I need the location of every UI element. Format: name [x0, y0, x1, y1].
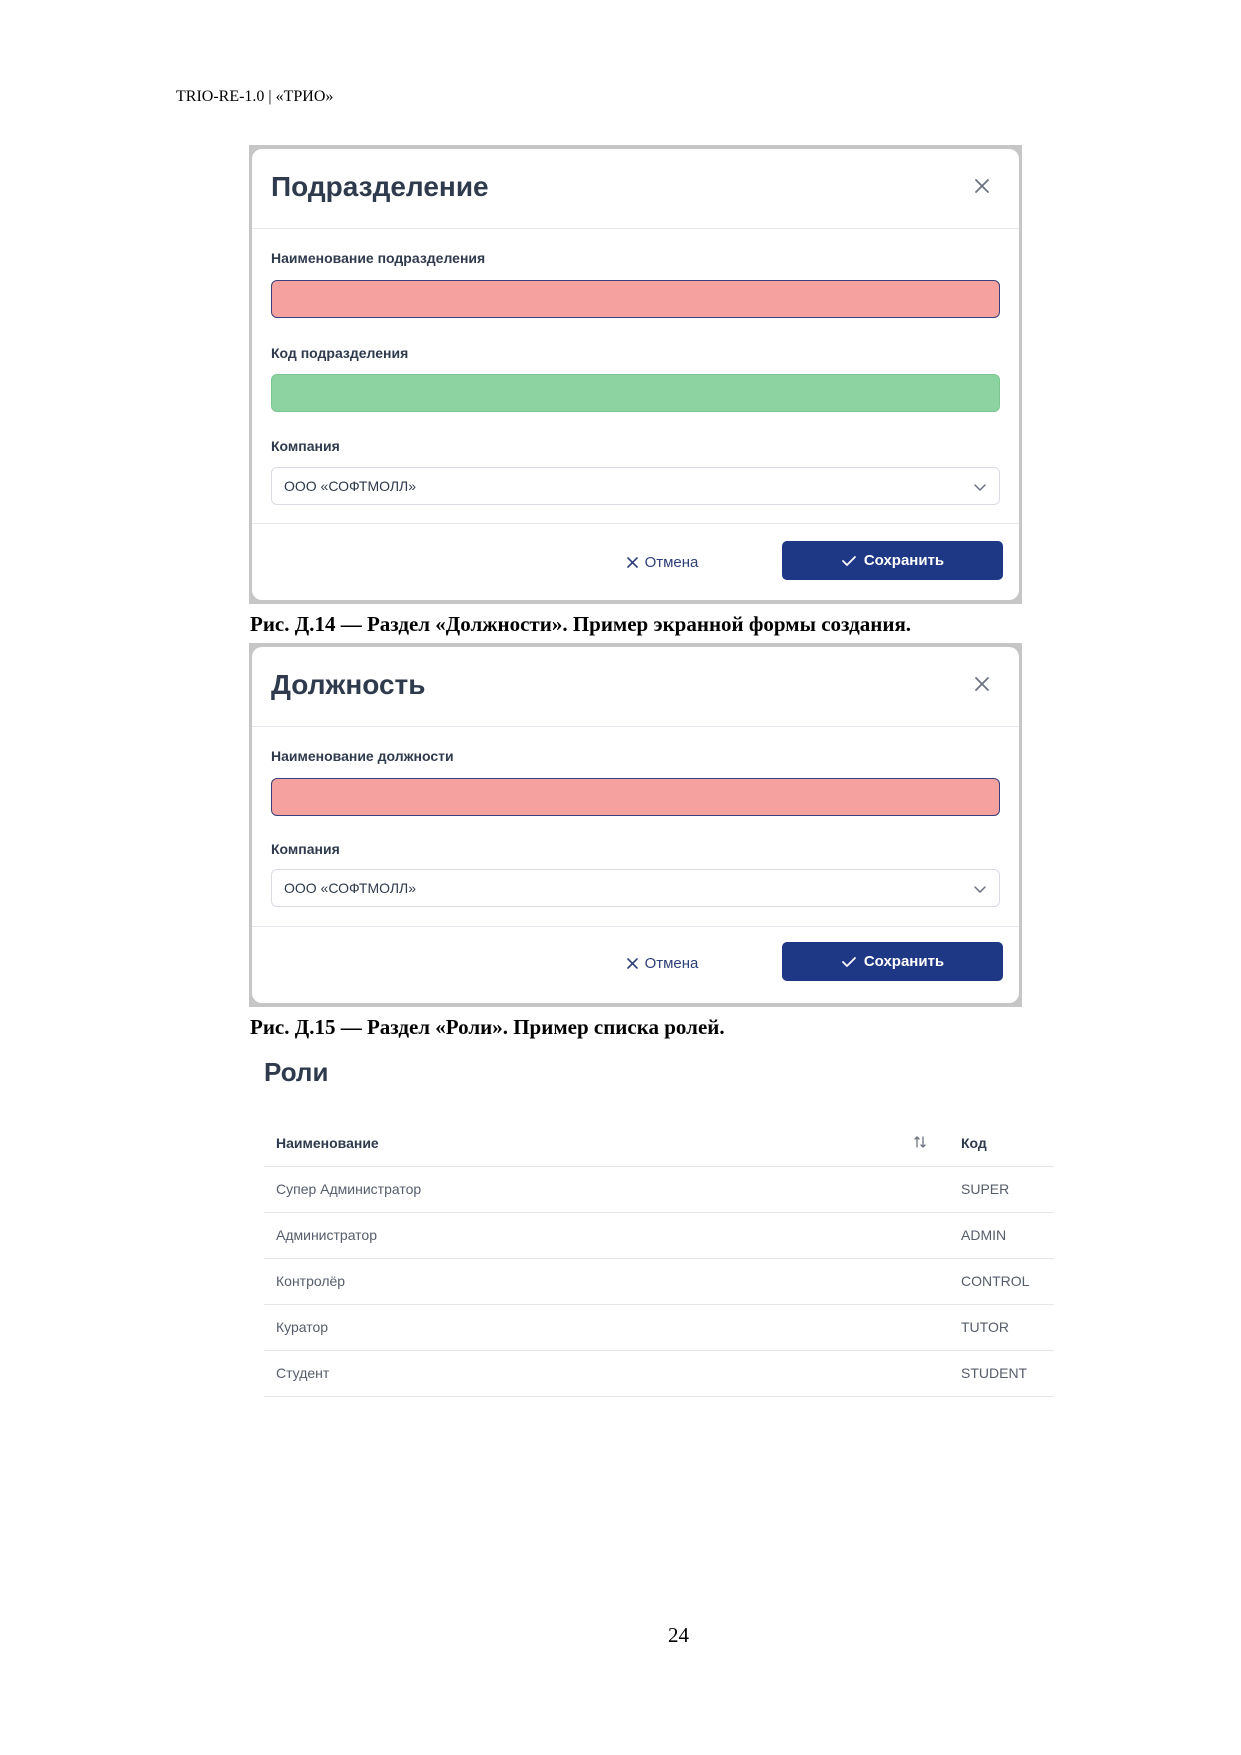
table-row[interactable] — [264, 1259, 1054, 1305]
divider — [252, 926, 1019, 927]
role-code: STUDENT — [961, 1365, 1028, 1381]
figure-caption: Рис. Д.15 — Раздел «Роли». Пример списка ролей. — [250, 1015, 725, 1039]
cancel-label: Отмена — [644, 553, 699, 571]
role-name: Контролёр — [276, 1273, 346, 1289]
save-button[interactable] — [782, 942, 1003, 981]
company-select-value: ООО «СОФТМОЛЛ» — [284, 478, 417, 494]
table-row[interactable] — [264, 1213, 1054, 1259]
table-header-row — [264, 1121, 1054, 1167]
close-icon[interactable] — [971, 673, 993, 695]
check-icon — [841, 955, 857, 969]
save-label: Сохранить — [863, 953, 945, 970]
position-name-label: Наименование должности — [271, 748, 454, 764]
close-icon[interactable] — [971, 175, 993, 197]
role-name: Администратор — [276, 1227, 378, 1243]
column-header-code[interactable]: Код — [961, 1135, 987, 1151]
check-icon — [841, 554, 857, 568]
figure-caption: Рис. Д.14 — Раздел «Должности». Пример экранной формы создания. — [250, 612, 912, 636]
role-code: CONTROL — [961, 1273, 1030, 1289]
role-name: Куратор — [276, 1319, 329, 1335]
position-name-field[interactable] — [271, 778, 1000, 816]
department-dialog — [252, 149, 1019, 600]
company-select[interactable] — [271, 869, 1000, 907]
close-icon — [626, 556, 639, 569]
role-code: SUPER — [961, 1181, 1010, 1197]
save-label: Сохранить — [863, 552, 945, 569]
doc-header: TRIO-RE-1.0 | «ТРИО» — [176, 88, 334, 105]
cancel-button[interactable] — [612, 545, 712, 579]
company-select-value: ООО «СОФТМОЛЛ» — [284, 880, 417, 896]
save-button[interactable] — [782, 541, 1003, 580]
department-name-label: Наименование подразделения — [271, 250, 486, 266]
table-row[interactable] — [264, 1167, 1054, 1213]
position-dialog-screenshot — [249, 643, 1022, 1007]
company-select[interactable] — [271, 467, 1000, 505]
role-name: Супер Администратор — [276, 1181, 422, 1197]
chevron-down-icon — [973, 480, 987, 494]
divider — [252, 726, 1019, 727]
chevron-down-icon — [973, 882, 987, 896]
cancel-label: Отмена — [644, 954, 699, 972]
roles-table — [264, 1121, 1054, 1397]
table-row[interactable] — [264, 1305, 1054, 1351]
close-icon — [626, 957, 639, 970]
cancel-button[interactable] — [612, 946, 712, 980]
company-label: Компания — [271, 841, 340, 857]
page-number: 24 — [668, 1623, 689, 1647]
divider — [252, 523, 1019, 524]
department-code-label: Код подразделения — [271, 345, 409, 361]
role-code: TUTOR — [961, 1319, 1009, 1335]
company-label: Компания — [271, 438, 340, 454]
dialog-title: Подразделение — [271, 171, 489, 202]
department-dialog-screenshot — [249, 145, 1022, 604]
column-header-name[interactable]: Наименование — [276, 1135, 379, 1151]
sort-icon[interactable] — [912, 1134, 928, 1150]
department-name-field[interactable] — [271, 280, 1000, 318]
table-row[interactable] — [264, 1351, 1054, 1397]
dialog-title: Должность — [271, 669, 426, 700]
role-name: Студент — [276, 1365, 330, 1381]
role-code: ADMIN — [961, 1227, 1007, 1243]
divider — [252, 228, 1019, 229]
position-dialog — [252, 647, 1019, 1003]
roles-title: Роли — [264, 1057, 329, 1087]
department-code-field[interactable] — [271, 374, 1000, 412]
